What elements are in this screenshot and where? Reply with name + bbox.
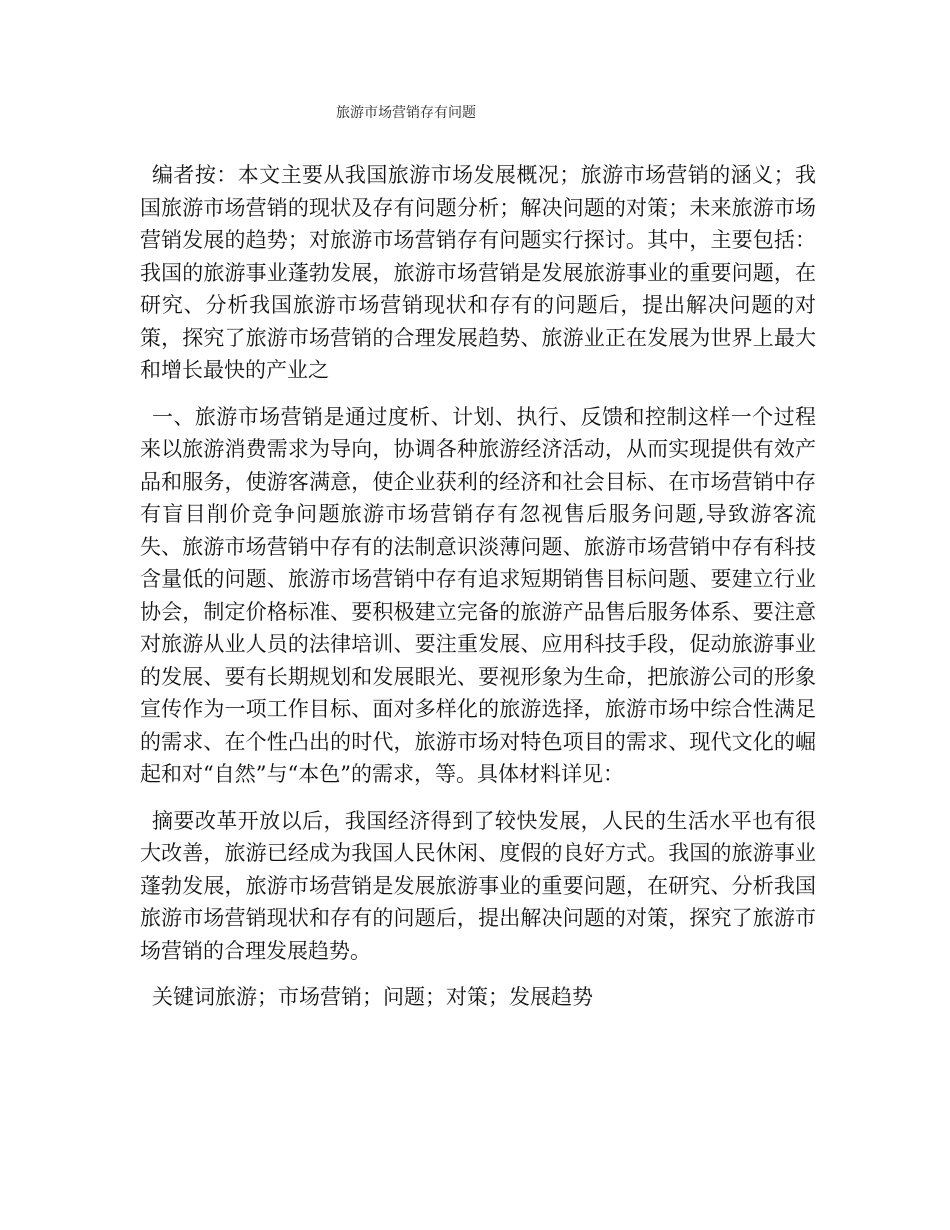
document-title: 旅游市场营销存有问题: [336, 105, 476, 121]
editor-note-paragraph: 编者按：本文主要从我国旅游市场发展概况；旅游市场营销的涵义；我国旅游市场营销的现状及存有问题分析；解决问题的对策；未来旅游市场营销发展的趋势；对旅游市场营销存有问题实行探讨。其中，主要包括：我国的旅游事业蓬勃发展，旅游市场营销是发展旅游事业的重要问题，在研究、分析我国旅游市场营销现状和存有的问题后，提出解决问题的对策，探究了旅游市场营销的合理发展趋势、旅游业正在发展为世界上最大和增长最快的产业之: [140, 163, 816, 382]
abstract-paragraph: 摘要改革开放以后，我国经济得到了较快发展，人民的生活水平也有很大改善，旅游已经成为我国人民休闲、度假的良好方式。我国的旅游事业蓬勃发展，旅游市场营销是发展旅游事业的重要问题，在研究、分析我国旅游市场营销现状和存有的问题后，提出解决问题的对策，探究了旅游市场营销的合理发展趋势。: [140, 808, 816, 963]
keywords-paragraph: 关键词旅游；市场营销；问题；对策；发展趋势: [152, 985, 593, 1009]
document-body: [140, 159, 816, 1028]
summary-paragraph: 一、旅游市场营销是通过度析、计划、执行、反馈和控制这样一个过程来以旅游消费需求为导向，协调各种旅游经济活动，从而实现提供有效产品和服务，使游客满意，使企业获利的经济和社会目标、在市场营销中存有盲目削价竞争问题旅游市场营销存有忽视售后服务问题,导致游客流失、旅游市场营销中存有的法制意识淡薄问题、旅游市场营销中存有科技含量低的问题、旅游市场营销中存有追求短期销售目标问题、要建立行业协会，制定价格标准、要积极建立完备的旅游产品售后服务体系、要注意对旅游从业人员的法律培训、要注重发展、应用科技手段，促动旅游事业的发展、要有长期规划和发展眼光、要视形象为生命，把旅游公司的形象宣传作为一项工作目标、面对多样化的旅游选择，旅游市场中综合性满足的需求、在个性凸出的时代，旅游市场对特色项目的需求、现代文化的崛起和对“自然”与“本色”的需求，等。具体材料详见：: [140, 404, 816, 786]
